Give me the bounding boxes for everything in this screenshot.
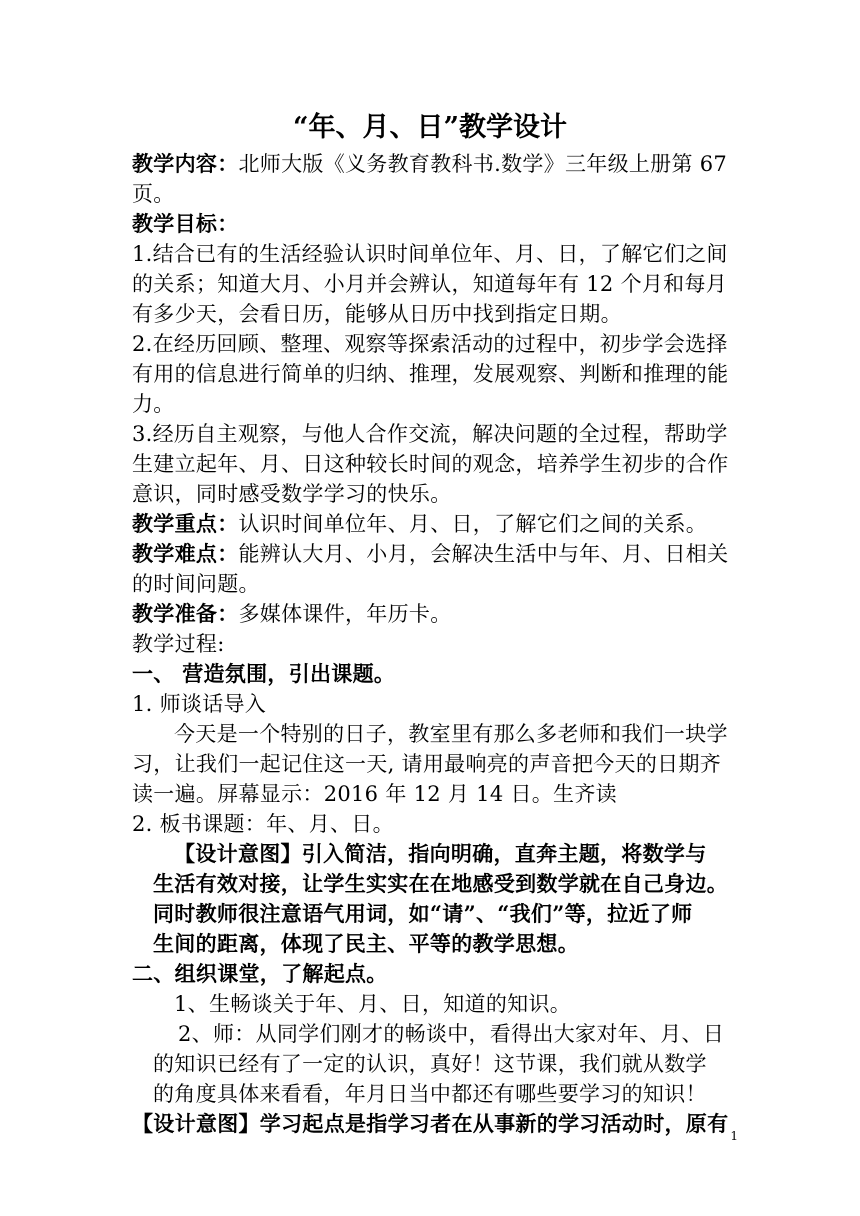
section-2-item-2-line: 的角度具体来看看，年月日当中都还有哪些要学习的知识！ — [153, 1082, 707, 1106]
teaching-goals-label: 教学目标： — [132, 211, 239, 236]
difficulty-label: 教学难点： — [132, 541, 239, 566]
section-1-paragraph-line: 习，让我们一起记住这一天, 请用最响亮的声音把今天的日期齐 — [132, 752, 722, 776]
section-1-paragraph-line: 读一遍。屏幕显示：2016 年 12 月 14 日。生齐读 — [132, 782, 617, 806]
section-2-item-1: 1、生畅谈关于年、月、日，知道的知识。 — [174, 992, 572, 1016]
section-1-heading: 一、 营造氛围，引出课题。 — [132, 661, 396, 686]
section-1-item-2: 2. 板书课题：年、月、日。 — [132, 812, 394, 836]
preparation-text: 多媒体课件，年历卡。 — [238, 602, 452, 626]
process-label: 教学过程: — [132, 632, 225, 656]
content-line — [132, 149, 727, 179]
key-point-label: 教学重点： — [132, 511, 239, 536]
design-intent-1-line: 【设计意图】引入简洁，指向明确，直奔主题，将数学与 — [174, 841, 707, 866]
difficulty-text-cont: 的时间问题。 — [132, 572, 260, 596]
document-title: “年、月、日”教学设计 — [292, 112, 568, 143]
section-2-item-2-line: 的知识已经有了一定的认识，真好！这节课，我们就从数学 — [153, 1052, 707, 1076]
section-1-item-1: 1. 师谈话导入 — [132, 692, 267, 716]
section-2-heading: 二、组织课堂，了解起点。 — [132, 961, 388, 986]
goal-1-line: 有多少天，会看日历，能够从日历中找到指定日期。 — [132, 302, 622, 326]
section-1-paragraph-line: 今天是一个特别的日子，教室里有那么多老师和我们一块学 — [174, 722, 728, 746]
goal-3-line: 意识，同时感受数学学习的快乐。 — [132, 482, 452, 506]
design-intent-1-line: 生活有效对接，让学生实实在在地感受到数学就在自己身边。 — [153, 871, 729, 896]
preparation-line — [132, 599, 452, 629]
goal-1-line: 的关系；知道大月、小月并会辨认，知道每年有 12 个月和每月 — [132, 272, 728, 296]
design-intent-1-line: 生间的距离，体现了民主、平等的教学思想。 — [153, 931, 579, 956]
preparation-label: 教学准备： — [132, 601, 239, 626]
section-2-item-2-line: 2、师：从同学们刚才的畅谈中，看得出大家对年、月、日 — [178, 1022, 725, 1046]
key-point-line — [132, 509, 707, 539]
design-intent-2-line: 【设计意图】学习起点是指学习者在从事新的学习活动时，原有 — [132, 1111, 729, 1136]
goal-2-line: 力。 — [132, 392, 175, 416]
teaching-content-text-cont: 页。 — [132, 182, 175, 206]
goal-1-line: 1.结合已有的生活经验认识时间单位年、月、日，了解它们之间 — [132, 242, 728, 266]
teaching-content-label: 教学内容： — [132, 151, 239, 176]
page-number: 1 — [730, 1129, 738, 1143]
goal-3-line: 生建立起年、月、日这种较长时间的观念，培养学生初步的合作 — [132, 452, 729, 476]
goal-2-line: 有用的信息进行简单的归纳、推理，发展观察、判断和推理的能 — [132, 362, 729, 386]
difficulty-line — [132, 539, 728, 569]
teaching-content-text: 北师大版《义务教育教科书.数学》三年级上册第 67 — [238, 152, 728, 176]
key-point-text: 认识时间单位年、月、日，了解它们之间的关系。 — [238, 512, 708, 536]
design-intent-1-line: 同时教师很注意语气用词，如“请”、“我们”等，拉近了师 — [153, 901, 693, 926]
goal-3-line: 3.经历自主观察，与他人合作交流，解决问题的全过程，帮助学 — [132, 422, 728, 446]
goal-2-line: 2.在经历回顾、整理、观察等探索活动的过程中，初步学会选择 — [132, 332, 728, 356]
difficulty-text: 能辨认大月、小月，会解决生活中与年、月、日相关 — [238, 542, 729, 566]
